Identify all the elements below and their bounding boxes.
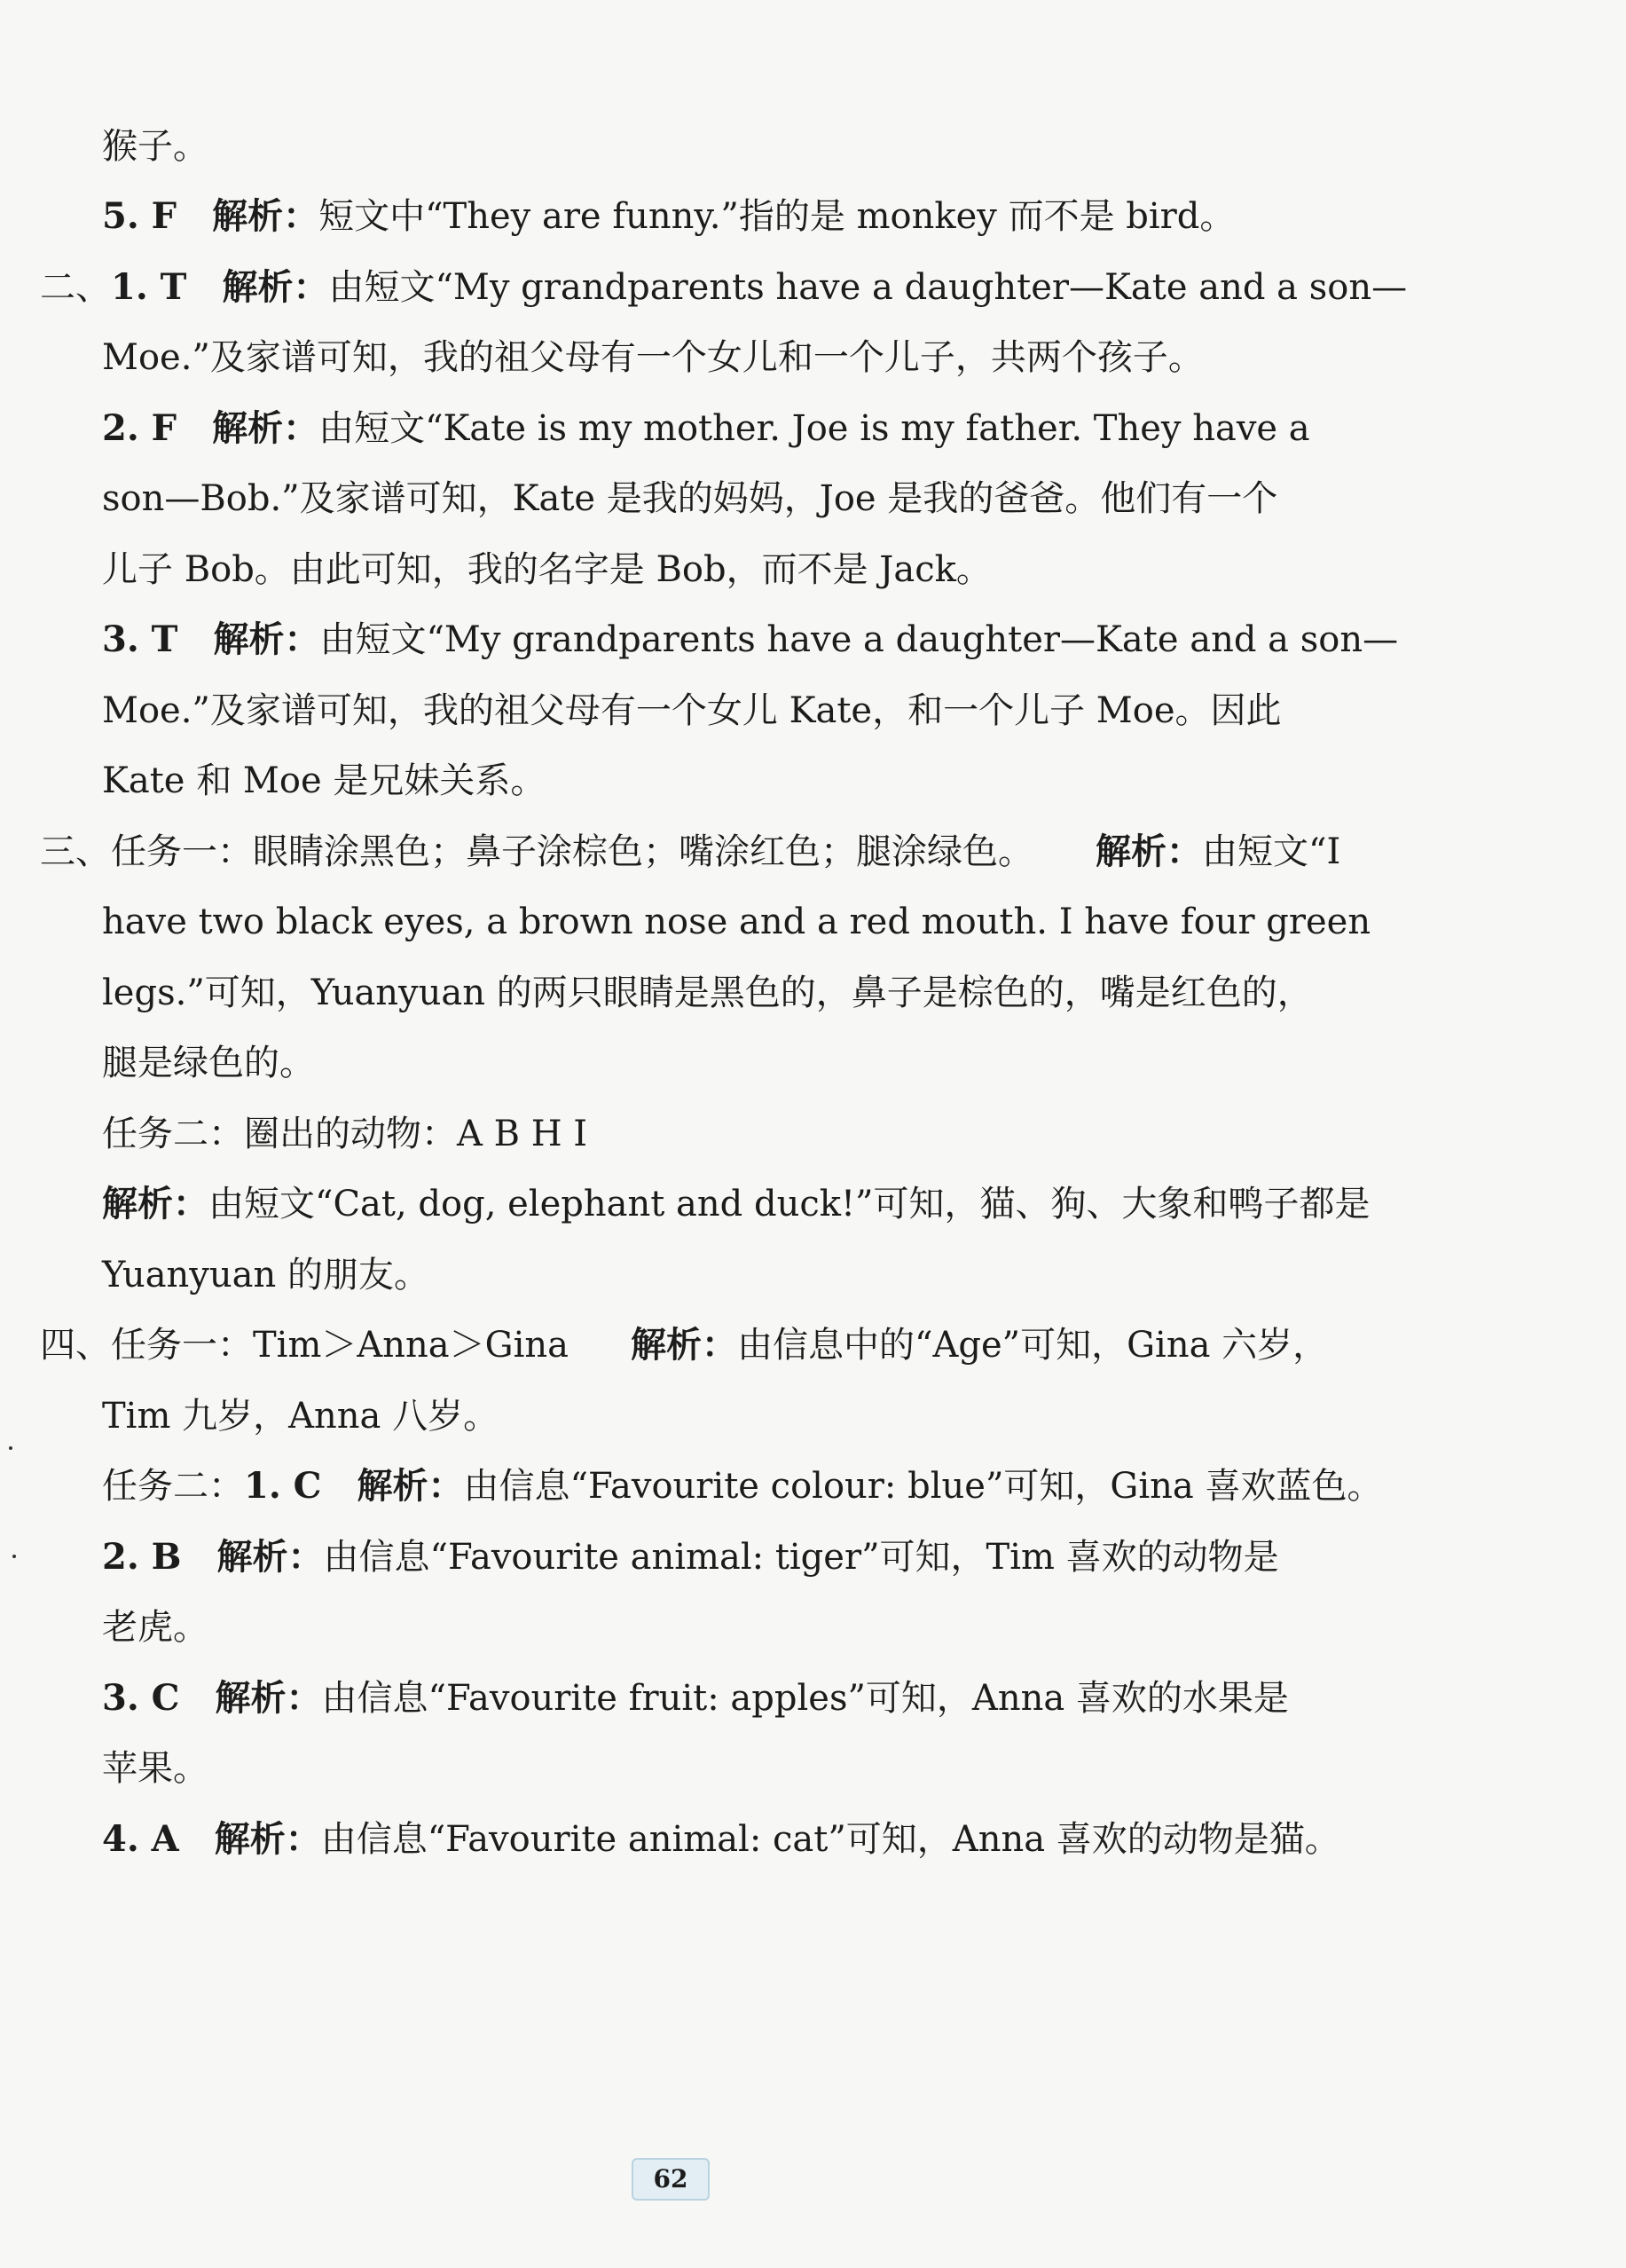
analysis-label: 解析： — [216, 1537, 324, 1578]
analysis-label: 解析： — [102, 1184, 208, 1225]
text-line — [102, 1601, 208, 1654]
text-line — [102, 1390, 499, 1443]
text-line — [102, 895, 1371, 949]
text-line — [102, 331, 1204, 384]
item-number: 3. C — [102, 1677, 180, 1719]
answer-line — [102, 613, 1398, 666]
analysis-label: 解析： — [213, 619, 320, 660]
text-line — [102, 966, 1313, 1020]
line-text: 由短文“I — [1202, 831, 1341, 872]
line-text: 由短文“Cat, dog, elephant and duck!”可知，猫、狗、大象和鸭子都是 — [208, 1184, 1371, 1225]
analysis-label: 解析： — [357, 1466, 464, 1507]
task-line — [102, 1460, 1382, 1513]
task-marker: 任务二： — [102, 1466, 244, 1507]
line-text: 苹果。 — [102, 1748, 208, 1789]
line-text: son—Bob.”及家谱可知，Kate 是我的妈妈，Joe 是我的爸爸。他们有一个 — [102, 478, 1278, 519]
analysis-label: 解析： — [212, 408, 319, 449]
line-text: 由短文“Kate is my mother. Joe is my father. They have a — [318, 408, 1310, 449]
section-marker: 四、任务一：Tim＞Anna＞Gina — [40, 1325, 569, 1366]
margin-speck — [12, 1555, 16, 1558]
text-line — [102, 1248, 429, 1302]
line-text: 任务二：圈出的动物：A B H I — [102, 1114, 588, 1154]
line-text: 由信息“Favourite fruit: apples”可知，Anna 喜欢的水果是 — [321, 1678, 1289, 1719]
answer-line — [102, 402, 1310, 455]
margin-speck — [9, 1446, 12, 1450]
line-text: Kate 和 Moe 是兄妹关系。 — [102, 760, 546, 801]
section-marker: 三、任务一：眼睛涂黑色；鼻子涂棕色；嘴涂红色；腿涂绿色。 — [40, 831, 1033, 872]
section-line — [40, 261, 1407, 314]
section-line — [40, 825, 1340, 878]
line-text: Moe.”及家谱可知，我的祖父母有一个女儿和一个儿子，共两个孩子。 — [102, 337, 1204, 378]
item-number: 3. T — [102, 618, 178, 660]
answer-line — [102, 1672, 1289, 1725]
line-text: 由信息“Favourite colour: blue”可知，Gina 喜欢蓝色。 — [463, 1466, 1383, 1507]
answer-line — [102, 1813, 1340, 1866]
text-line — [102, 684, 1282, 737]
line-text: legs.”可知，Yuanyuan 的两只眼睛是黑色的，鼻子是棕色的，嘴是红色的， — [102, 973, 1313, 1013]
line-text: 由信息“Favourite animal: cat”可知，Anna 喜欢的动物是猫。 — [320, 1819, 1340, 1860]
line-text: 猴子。 — [102, 126, 208, 167]
line-text: 腿是绿色的。 — [102, 1043, 315, 1083]
analysis-label: 解析： — [631, 1325, 738, 1366]
line-text: 儿子 Bob。由此可知，我的名字是 Bob，而不是 Jack。 — [102, 549, 992, 590]
item-number: 2. B — [102, 1536, 182, 1578]
item-number: 1. T — [111, 266, 187, 308]
text-line — [102, 754, 546, 807]
line-text: 短文中“They are funny.”指的是 monkey 而不是 bird。 — [318, 196, 1236, 237]
analysis-label: 解析： — [222, 267, 329, 308]
task-line — [102, 1107, 587, 1161]
line-text: have two black eyes, a brown nose and a red mouth. I have four green — [102, 902, 1371, 942]
analysis-label: 解析： — [1096, 831, 1202, 872]
answer-line — [102, 190, 1235, 243]
line-text: 老虎。 — [102, 1607, 208, 1648]
section-marker: 二、 — [40, 267, 111, 308]
analysis-label: 解析： — [215, 1678, 322, 1719]
analysis-label: 解析： — [212, 196, 319, 237]
page-number: 62 — [632, 2158, 710, 2201]
section-line — [40, 1319, 1328, 1372]
item-number: 4. A — [102, 1818, 179, 1860]
analysis-line — [102, 1177, 1371, 1231]
line-text: 由信息中的“Age”可知，Gina 六岁， — [737, 1325, 1329, 1366]
line-text: Yuanyuan 的朋友。 — [102, 1255, 429, 1295]
text-line — [102, 120, 208, 173]
line-text: 由短文“My grandparents have a daughter—Kate and a son— — [328, 267, 1408, 308]
item-number: 5. F — [102, 195, 177, 237]
line-text: Tim 九岁，Anna 八岁。 — [102, 1396, 499, 1437]
line-text: 由信息“Favourite animal: tiger”可知，Tim 喜欢的动物是 — [323, 1537, 1279, 1578]
analysis-label: 解析： — [214, 1819, 321, 1860]
line-text: 由短文“My grandparents have a daughter—Kate and a son— — [319, 619, 1399, 660]
item-number: 2. F — [102, 407, 177, 449]
answer-line — [102, 1531, 1279, 1584]
item-number: 1. C — [244, 1465, 322, 1507]
text-line — [102, 1742, 208, 1795]
text-line — [102, 543, 992, 596]
line-text: Moe.”及家谱可知，我的祖父母有一个女儿 Kate，和一个儿子 Moe。因此 — [102, 690, 1282, 731]
text-line — [102, 1036, 315, 1090]
text-line — [102, 472, 1277, 525]
